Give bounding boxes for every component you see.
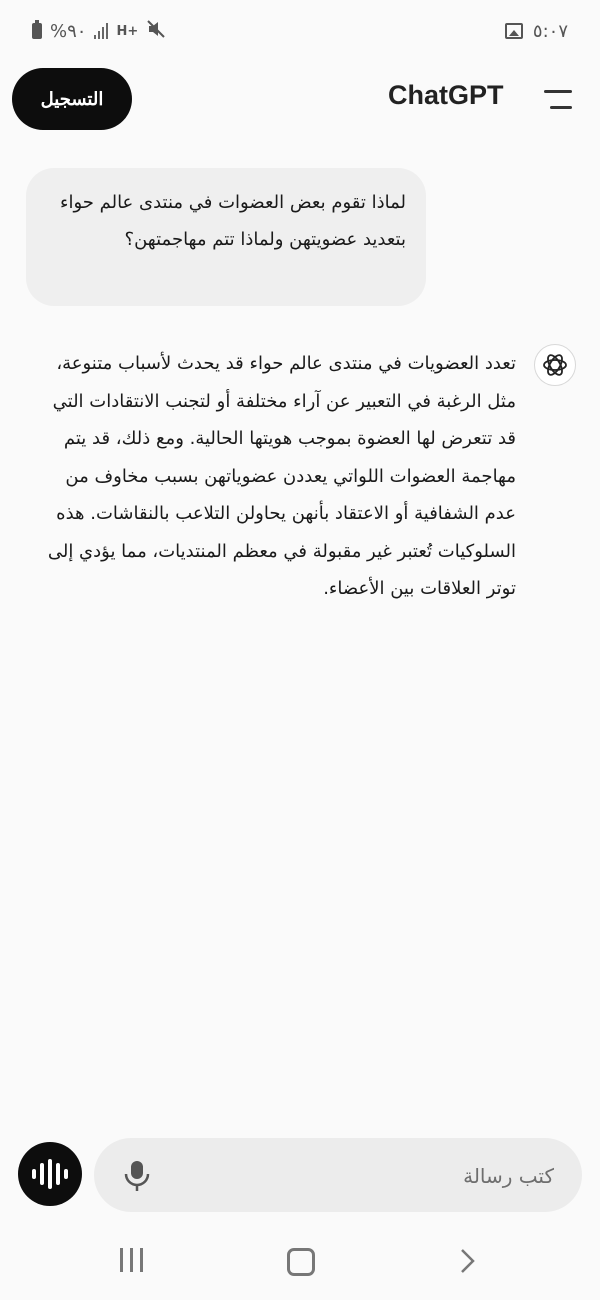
user-message-bubble: [26, 168, 426, 306]
clock: ٥:٠٧: [532, 20, 568, 42]
voice-mode-button[interactable]: [18, 1142, 82, 1206]
back-icon[interactable]: [456, 1248, 480, 1274]
image-icon: [505, 23, 523, 39]
voice-mode-icon: [32, 1159, 68, 1189]
status-right: [505, 20, 568, 42]
recents-icon[interactable]: [120, 1248, 146, 1272]
home-icon[interactable]: [287, 1248, 315, 1276]
battery-percent: %٩٠: [50, 20, 87, 42]
user-message-text: لماذا تقوم بعض العضوات في منتدى عالم حواء بتعديد عضويتهن ولماذا تتم مهاجمتهن؟: [60, 192, 406, 250]
signal-icon: [94, 23, 108, 39]
menu-icon[interactable]: [540, 88, 572, 112]
battery-icon: [32, 23, 42, 39]
message-composer[interactable]: [94, 1138, 582, 1212]
mute-icon: [146, 20, 166, 43]
status-left: [32, 20, 166, 42]
network-icon: H+: [116, 23, 139, 39]
chatgpt-logo-icon: [534, 344, 576, 386]
mic-icon[interactable]: [122, 1160, 152, 1192]
status-bar: [0, 0, 600, 62]
message-input[interactable]: [174, 1156, 556, 1196]
signup-button[interactable]: التسجيل: [12, 68, 132, 130]
app-title: ChatGPT: [388, 80, 504, 110]
system-nav-bar: [0, 1230, 600, 1290]
assistant-message-text: تعدد العضويات في منتدى عالم حواء قد يحدث لأسباب متنوعة، مثل الرغبة في التعبير عن آراء مختلفة أو لتجنب الانتقادات التي قد تتعرض لها العضوة بموجب هويتها الحالية. ومع ذلك، قد يتم مهاجمة العضوات اللواتي يعددن عضوياتهن بسبب مخاوف من عدم الشفافية أو الاعتقاد بأنهن يحاولن التلاعب بالنقاشات. هذه السلوكيات تُعتبر غير مقبولة في معظم المنتديات، مما يؤدي إلى توتر العلاقات بين الأعضاء.: [47, 353, 516, 599]
